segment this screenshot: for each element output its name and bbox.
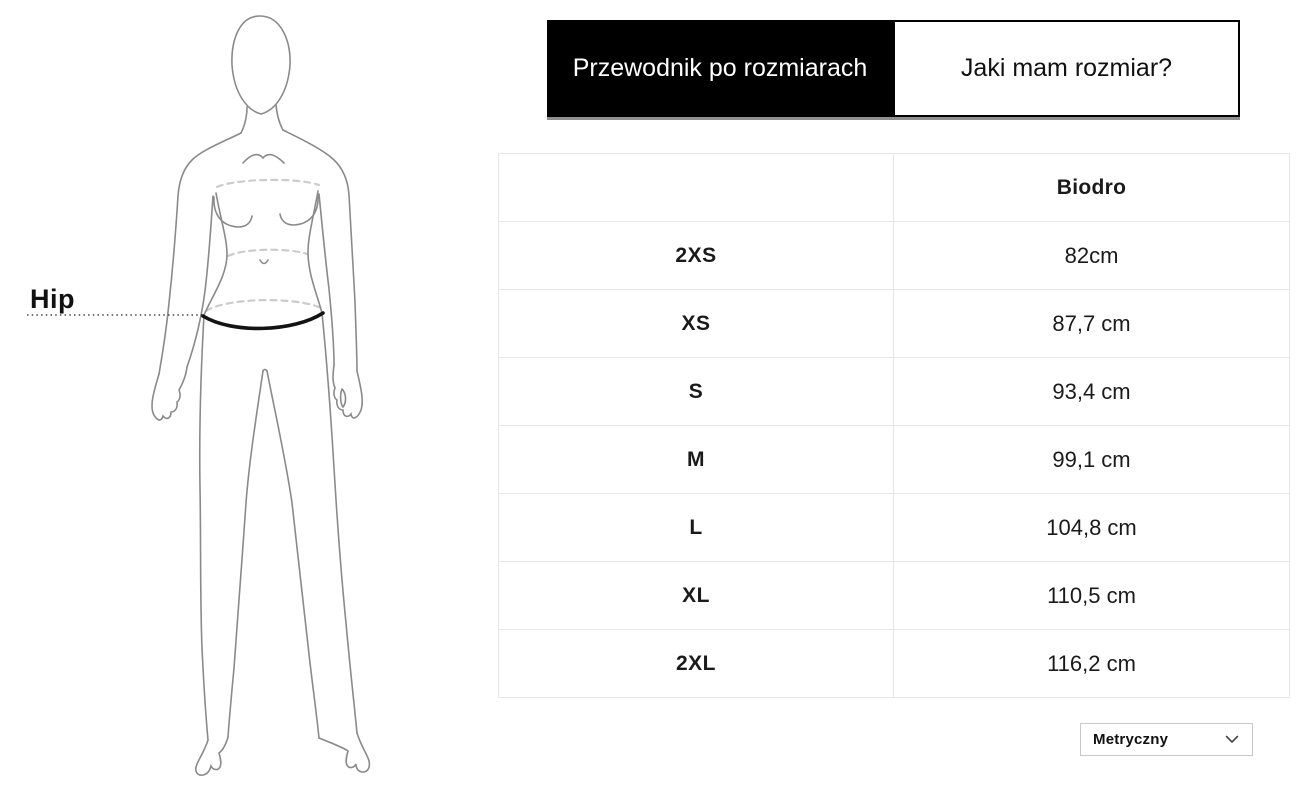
waist-dashed-line xyxy=(228,250,307,256)
hip-callout-label: Hip xyxy=(30,284,75,314)
tab-size-guide[interactable]: Przewodnik po rozmiarach xyxy=(547,20,893,117)
size-label: S xyxy=(499,358,894,425)
measurement-value: 87,7 cm xyxy=(1052,310,1131,336)
measurement-value: 110,5 cm xyxy=(1047,582,1136,608)
measurement-column-header: Biodro xyxy=(1056,175,1127,199)
measurement-value: 116,2 cm xyxy=(1047,650,1136,676)
table-row xyxy=(499,630,1289,698)
table-row xyxy=(499,358,1289,426)
unit-select-value: Metryczny xyxy=(1093,731,1169,748)
size-guide-tabbar xyxy=(547,20,1240,120)
measurement-value: 99,1 cm xyxy=(1052,446,1131,472)
table-row xyxy=(499,222,1289,290)
size-column-header xyxy=(499,154,894,221)
table-row xyxy=(499,290,1289,358)
bust-dashed-line xyxy=(217,180,319,187)
size-label: 2XL xyxy=(499,630,894,697)
table-row xyxy=(499,562,1289,630)
hip-back-dashed-line xyxy=(206,300,321,311)
size-label: L xyxy=(499,494,894,561)
size-label: M xyxy=(499,426,894,493)
hip-measure-line xyxy=(203,313,323,328)
chevron-down-icon xyxy=(1225,735,1239,744)
table-row xyxy=(499,426,1289,494)
measurement-value: 82cm xyxy=(1064,242,1119,268)
body-figure-illustration xyxy=(0,0,440,790)
size-label: XL xyxy=(499,562,894,629)
measurement-value: 104,8 cm xyxy=(1046,514,1137,540)
table-row xyxy=(499,494,1289,562)
size-label: 2XS xyxy=(499,222,894,289)
table-header-row xyxy=(499,154,1289,222)
tab-what-is-my-size[interactable]: Jaki mam rozmiar? xyxy=(893,20,1240,117)
size-label: XS xyxy=(499,290,894,357)
size-table xyxy=(498,153,1290,698)
unit-select[interactable] xyxy=(1080,723,1253,756)
measurement-value: 93,4 cm xyxy=(1052,378,1131,404)
